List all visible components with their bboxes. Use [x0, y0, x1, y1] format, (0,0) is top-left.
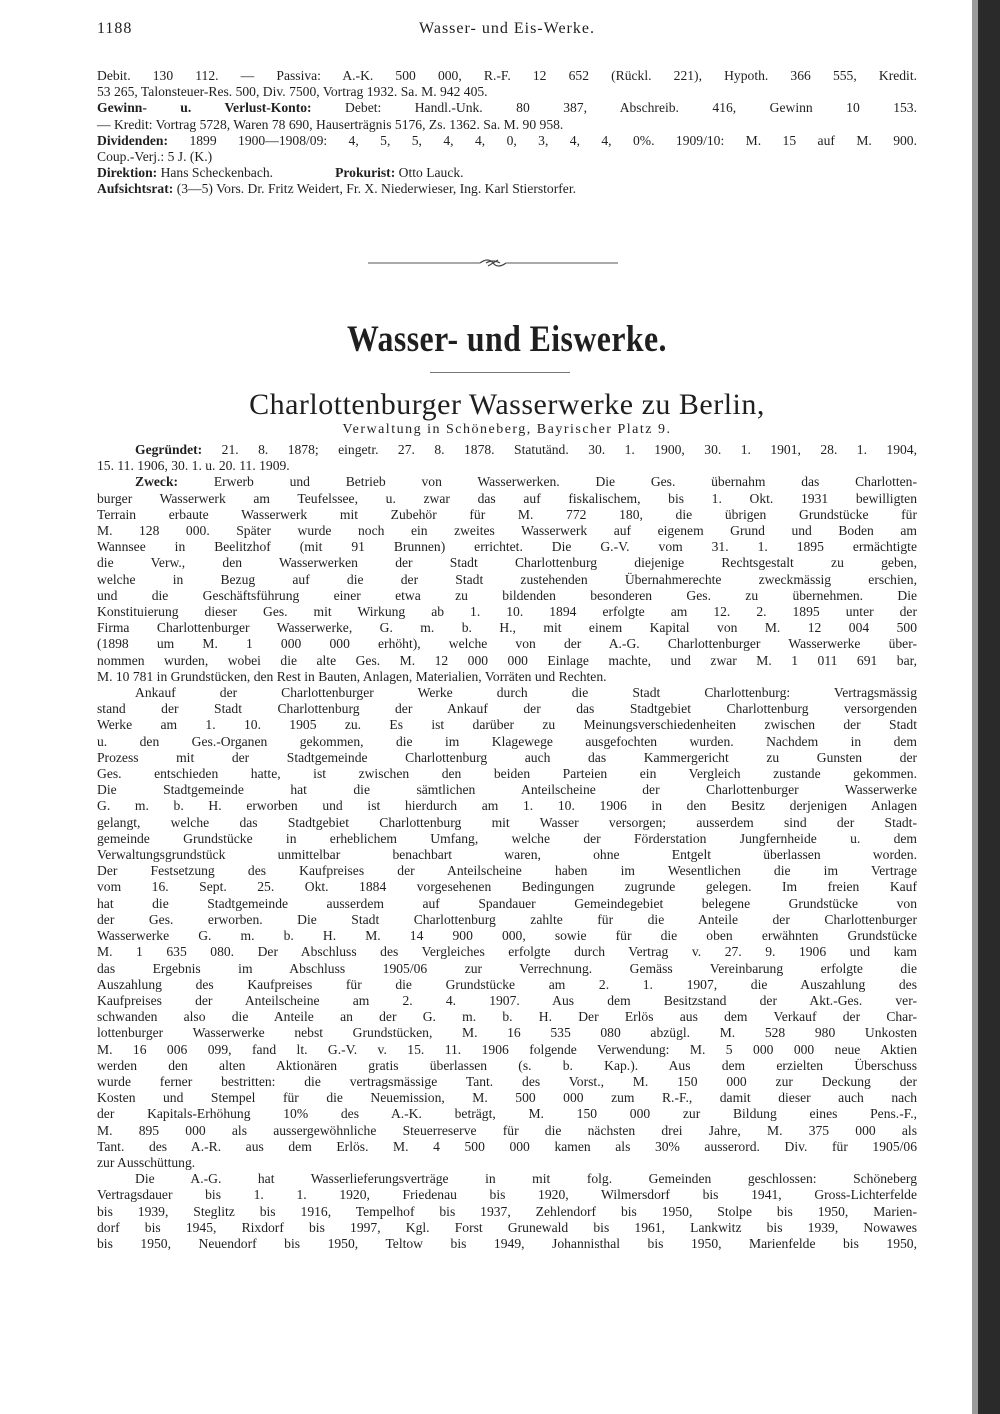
body-line: schwanden also die Anteile an der G. m. b. H. Der Erlös aus dem Verkauf der Char-: [97, 1009, 917, 1025]
body-line: dorf bis 1945, Rixdorf bis 1997, Kgl. Forst Grunewald bis 1961, Lankwitz bis 1939, Nowawes: [97, 1219, 917, 1235]
body-line: und die Geschäftsführung einer etwa zu bildenden besonderen Ges. zu übernehmen. Die: [97, 587, 917, 603]
founded-label: Gegründet:: [135, 442, 203, 457]
body-line: Wasserwerke G. m. b. H. M. 14 900 000, sowie für die oben erwähnten Grundstücke: [97, 928, 917, 944]
profit-loss-line-2: — Kredit: Vortrag 5728, Waren 78 690, Hauserträgnis 5176, Zs. 1362. Sa. M. 90 958.: [97, 116, 564, 132]
aufsichtsrat-value: (3—5) Vors. Dr. Fritz Weidert, Fr. X. Niederwieser, Ing. Karl Stierstorfer.: [176, 181, 576, 197]
page-number: 1188: [97, 20, 133, 37]
ornament-divider: [368, 256, 618, 270]
founded-line-2: 15. 11. 1906, 30. 1. u. 20. 11. 1909.: [97, 458, 290, 474]
coupon-line: Coup.-Verj.: 5 J. (K.): [97, 149, 213, 165]
prokurist-label: Prokurist:: [335, 165, 396, 181]
previous-entry-block: [97, 68, 917, 198]
company-address: Verwaltung in Schöneberg, Bayrischer Platz 9.: [342, 422, 672, 437]
body-line: zur Ausschüttung.: [97, 1154, 196, 1170]
aufsichtsrat-line: [97, 181, 917, 197]
body-line: Vertragsdauer bis 1. 1. 1920, Friedenau bis 1920, Wilmersdorf bis 1941, Gross-Lichterfelde: [97, 1187, 917, 1203]
body-line: wurde ferner bestritten: die vertragsmässige Tant. des Vorst., M. 150 000 zur Deckung der: [97, 1073, 917, 1089]
body-line: das Ergebnis im Abschluss 1905/06 zur Verrechnung. Gemäss Vereinbarung erfolgte die: [97, 960, 917, 976]
body-line: Firma Charlottenburger Wasserwerke, G. m. b. H., mit einem Kapital von M. 12 004 500: [97, 620, 917, 636]
balance-line: 53 265, Talonsteuer-Res. 500, Div. 7500, Vortrag 1932. Sa. M. 942 405.: [97, 84, 488, 100]
direktion-value: Hans Scheckenbach.: [160, 165, 274, 181]
body-line: gelangt, welche das Stadtgebiet Charlottenburg mit Wasser versorgen; ausserdem sind der Stadt-: [97, 814, 917, 830]
body-line: Erwerb und Betrieb von Wasserwerken. Die Ges. übernahm das Charlotten-: [213, 474, 917, 490]
body-line: M. 16 006 099, fand lt. G.-V. v. 15. 11. 1906 folgende Verwendung: M. 5 000 000 neue Aktien: [97, 1041, 917, 1057]
body-line: bis 1950, Neuendorf bis 1950, Teltow bis 1949, Johannisthal bis 1950, Marienfelde bis 1950,: [97, 1235, 917, 1251]
body-line: (1898 um M. 1 000 000 erhöht), welche von der A.-G. Charlottenburger Wasserwerke über-: [97, 636, 917, 652]
body-line: lottenburger Wasserwerke nebst Grundstücken, M. 16 535 080 abzügl. M. 528 980 Unkosten: [97, 1025, 917, 1041]
aufsichtsrat-label: Aufsichtsrat:: [97, 181, 174, 197]
body-line: Der Festsetzung des Kaufpreises der Anteilscheine haben im Wesentlichen die im Vertrage: [97, 863, 917, 879]
company-body: [97, 442, 917, 1252]
body-line: Wannsee in Beelitzhof (mit 91 Brunnen) errichtet. Die G.-V. vom 31. 1. 1895 ermächtigte: [97, 539, 917, 555]
dividends-line: [97, 133, 917, 149]
body-line: Auszahlung des Kaufpreises für die Grundstücke am 2. 1. 1907, die Auszahlung des: [97, 976, 917, 992]
body-line: Kosten und Stempel für die Neuemission, M. 500 000 zum R.-F., damit dieser auch nach: [97, 1090, 917, 1106]
profit-loss-text: Debet: Handl.-Unk. 80 387, Abschreib. 416, Gewinn 10 153.: [345, 100, 917, 116]
company-title: Charlottenburger Wasserwerke zu Berlin,: [249, 388, 765, 421]
direktion-label: Direktion:: [97, 165, 158, 181]
direktion-line: [97, 165, 917, 181]
body-line: Verwaltungsgrundstück unmittelbar benachbart waren, ohne Entgelt überlassen worden.: [97, 847, 917, 863]
body-line: Ges. entschieden hatte, ist zwischen den beiden Parteien ein Vergleich zustande gekommen.: [97, 766, 917, 782]
body-line: M. 10 781 in Grundstücken, den Rest in Bauten, Anlagen, Materialien, Vorräten und Rechten.: [97, 668, 607, 684]
body-line: Ankauf der Charlottenburger Werke durch die Stadt Charlottenburg: Vertragsmässig: [135, 685, 917, 701]
body-line: vom 16. Sept. 25. Okt. 1884 vorgesehenen Bedingungen zugrunde gelegen. Im freien Kauf: [97, 879, 917, 895]
page-header: [97, 20, 917, 44]
body-line: Terrain erbaute Wasserwerk mit Zubehör für M. 772 180, die übrigen Grundstücke für: [97, 506, 917, 522]
purpose-label: Zweck:: [135, 474, 179, 490]
body-line: welche in Bezug auf die der Stadt zustehenden Übernahmerechte zweckmässig erschien,: [97, 571, 917, 587]
balance-line: Debit. 130 112. — Passiva: A.-K. 500 000, R.-F. 12 652 (Rückl. 221), Hypoth. 366 555, Kredit.: [97, 68, 917, 83]
body-line: Tant. des A.-R. aus dem Erlös. M. 4 500 000 kamen als 30% ausserord. Div. für 1905/06: [97, 1138, 917, 1154]
founded-line: [97, 442, 917, 458]
founded-text: 21. 8. 1878; eingetr. 27. 8. 1878. Statutänd. 30. 1. 1900, 30. 1. 1901, 28. 1. 1904,: [221, 442, 917, 457]
body-line: bis 1939, Steglitz bis 1916, Tempelhof bis 1937, Zehlendorf bis 1950, Stolpe bis 1950, Marien-: [97, 1203, 917, 1219]
body-line: Prozess mit der Stadtgemeinde Charlottenburg auch das Kammergericht zu Gunsten der: [97, 749, 917, 765]
page-edge-dark: [978, 0, 1000, 1414]
body-line: werden den alten Aktionären gratis überlassen (s. b. Kap.). Aus dem erzielten Überschuss: [97, 1057, 917, 1073]
profit-loss-line: [97, 100, 917, 116]
body-line: Die A.-G. hat Wasserlieferungsverträge in mit folg. Gemeinden geschlossen: Schöneberg: [135, 1171, 917, 1187]
body-line: stand der Stadt Charlottenburg der Ankauf der das Stadtgebiet Charlottenburg versorgenden: [97, 701, 917, 717]
body-line: M. 128 000. Später wurde noch ein zweites Wasserwerk auf eigenem Grund und Boden am: [97, 523, 917, 539]
dividends-label: Dividenden:: [97, 132, 169, 148]
prokurist-value: Otto Lauck.: [398, 165, 464, 181]
profit-loss-label: Gewinn- u. Verlust-Konto:: [97, 100, 312, 116]
purpose-line: [97, 474, 917, 490]
body-line: der Ges. erworben. Die Stadt Charlottenburg zahlte für die Anteile der Charlottenburger: [97, 911, 917, 927]
body-line: G. m. b. H. erworben und ist hierdurch am 1. 10. 1906 in den Besitz derjenigen Anlagen: [97, 798, 917, 814]
body-line: die Verw., den Wasserwerken der Stadt Charlottenburg diejenige Rechtsgestalt zu geben,: [97, 555, 917, 571]
body-line: Konstituierung dieser Ges. mit Wirkung ab 1. 10. 1894 erfolgte am 12. 2. 1895 unter der: [97, 604, 917, 620]
body-line: burger Wasserwerk am Teufelssee, u. zwar das auf fiskalischem, bis 1. Okt. 1931 bewilligten: [97, 490, 917, 506]
body-line: Die Stadtgemeinde hat die sämtlichen Anteilscheine der Charlottenburger Wasserwerke: [97, 782, 917, 798]
body-line: der Kapitals-Erhöhung 10% des A.-K. beträgt, M. 150 000 zur Bildung eines Pens.-F.,: [97, 1106, 917, 1122]
body-line: gemeinde Grundstücke in erheblichem Umfang, welche der Förderstation Jungfernheide u. dem: [97, 830, 917, 846]
running-title: Wasser- und Eis-Werke.: [419, 20, 595, 37]
dividends-text: 1899 1900—1908/09: 4, 5, 5, 4, 4, 0, 3, 4, 4, 0%. 1909/10: M. 15 auf M. 900.: [189, 132, 917, 148]
section-title: Wasser- und Eiswerke.: [347, 319, 667, 360]
body-line: u. den Ges.-Organen gekommen, die im Klagewege ausgefochten wurden. Nachdem in dem: [97, 733, 917, 749]
body-line: M. 1 635 080. Der Abschluss des Vergleiches erfolgte durch Vertrag v. 27. 9. 1906 und kam: [97, 944, 917, 960]
body-line: nommen wurden, wobei die alte Ges. M. 12 000 000 Einlage machte, und zwar M. 1 011 691 bar,: [97, 652, 917, 668]
body-line: M. 895 000 als aussergewöhnliche Steuerreserve für die nächsten drei Jahre, M. 375 000 als: [97, 1122, 917, 1138]
title-rule: [430, 372, 570, 373]
body-line: Werke am 1. 10. 1905 zu. Es ist darüber zu Meinungsverschiedenheiten zwischen der Stadt: [97, 717, 917, 733]
body-line: hat die Stadtgemeinde ausserdem auf Spandauer Gemeindegebiet belegene Grundstücke von: [97, 895, 917, 911]
body-line: Kaufpreises der Anteilscheine am 2. 4. 1907. Aus dem Besitzstand der Akt.-Ges. ver-: [97, 992, 917, 1008]
